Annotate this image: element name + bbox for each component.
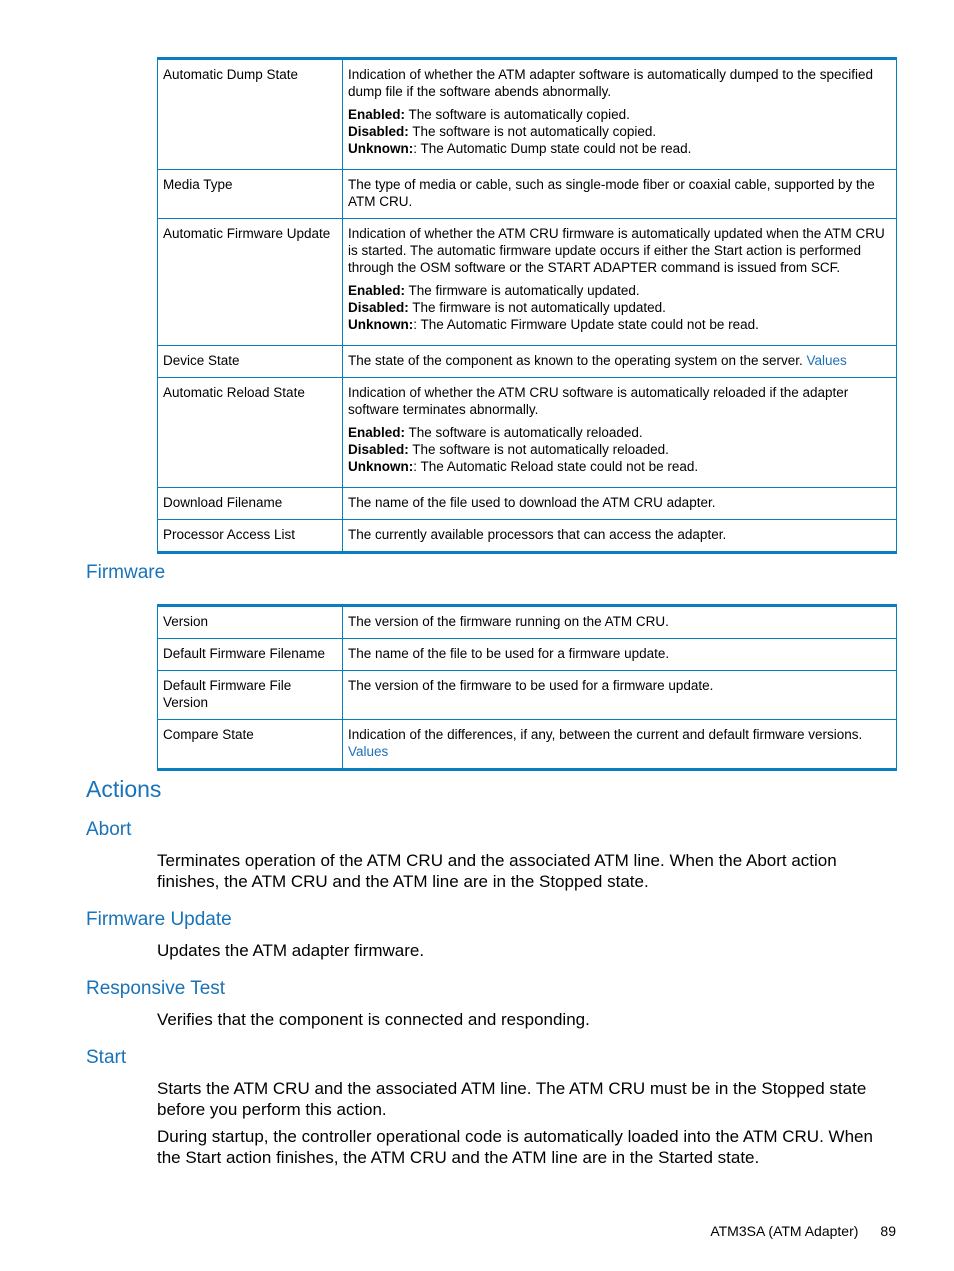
attribute-description: Indication of the differences, if any, between the current and default firmware versions. Values	[343, 720, 897, 770]
table-row	[158, 378, 897, 488]
table-row	[158, 219, 897, 346]
abort-description: Terminates operation of the ATM CRU and the associated ATM line. When the Abort action finishes, the ATM CRU and the ATM line are in the Stopped state.	[157, 851, 837, 891]
page-footer	[710, 1223, 896, 1239]
firmware-update-heading: Firmware Update	[86, 909, 232, 930]
table-row	[158, 671, 897, 720]
attribute-name: Version	[158, 606, 343, 639]
attribute-name: Device State	[158, 346, 343, 378]
attribute-name: Download Filename	[158, 488, 343, 520]
attribute-description: The state of the component as known to the operating system on the server. Values	[343, 346, 897, 378]
attribute-description: Indication of whether the ATM adapter software is automatically dumped to the specified dump file if the software abends abnormally. Enabled: The software is automatically copied. Disabled: The software is not automatically copied. Unknown:: The Automatic Dump state could not be read.	[343, 59, 897, 170]
attribute-description: The name of the file used to download the ATM CRU adapter.	[343, 488, 897, 520]
attribute-description: The version of the firmware running on the ATM CRU.	[343, 606, 897, 639]
attribute-name: Default Firmware File Version	[158, 671, 343, 720]
firmware-heading: Firmware	[86, 562, 166, 583]
attributes-table	[157, 57, 897, 554]
table-row	[158, 488, 897, 520]
responsive-test-description: Verifies that the component is connected and responding.	[157, 1010, 590, 1029]
attribute-name: Compare State	[158, 720, 343, 770]
attribute-name: Automatic Firmware Update	[158, 219, 343, 346]
firmware-update-description: Updates the ATM adapter firmware.	[157, 941, 425, 960]
abort-heading: Abort	[86, 819, 132, 840]
attribute-description: Indication of whether the ATM CRU software is automatically reloaded if the adapter software terminates abnormally. Enabled: The software is automatically reloaded. Disabled: The software is not automatically reloaded. Unknown:: The Automatic Reload state could not be read.	[343, 378, 897, 488]
attribute-description: The currently available processors that can access the adapter.	[343, 520, 897, 553]
start-description: Starts the ATM CRU and the associated ATM line. The ATM CRU must be in the Stopped state before you perform this action.	[157, 1079, 867, 1119]
attribute-description: The name of the file to be used for a firmware update.	[343, 639, 897, 671]
values-link[interactable]: Values	[806, 353, 847, 368]
attribute-name: Processor Access List	[158, 520, 343, 553]
firmware-table	[157, 604, 897, 771]
table-row	[158, 59, 897, 170]
footer-title: ATM3SA (ATM Adapter)	[710, 1223, 859, 1239]
attribute-description: The type of media or cable, such as single-mode fiber or coaxial cable, supported by the ATM CRU.	[343, 170, 897, 219]
attribute-name: Media Type	[158, 170, 343, 219]
responsive-test-heading: Responsive Test	[86, 978, 226, 999]
table-row	[158, 170, 897, 219]
attribute-name: Automatic Dump State	[158, 59, 343, 170]
attribute-description: The version of the firmware to be used for a firmware update.	[343, 671, 897, 720]
table-row	[158, 639, 897, 671]
start-heading: Start	[86, 1047, 127, 1068]
table-row	[158, 346, 897, 378]
values-link[interactable]: Values	[348, 744, 389, 759]
table-row	[158, 520, 897, 553]
attribute-description: Indication of whether the ATM CRU firmware is automatically updated when the ATM CRU is started. The automatic firmware update occurs if either the Start action is performed through the OSM software or the START ADAPTER command is issued from SCF. Enabled: The firmware is automatically updated. Disabled: The firmware is not automatically updated. Unknown:: The Automatic Firmware Update state could not be read.	[343, 219, 897, 346]
start-description-2: During startup, the controller operational code is automatically loaded into the ATM CRU. When the Start action finishes, the ATM CRU and the ATM line are in the Started state.	[157, 1127, 873, 1167]
page-number: 89	[880, 1223, 896, 1239]
table-row	[158, 720, 897, 770]
actions-heading: Actions	[86, 776, 162, 802]
attribute-name: Automatic Reload State	[158, 378, 343, 488]
table-row	[158, 606, 897, 639]
attribute-name: Default Firmware Filename	[158, 639, 343, 671]
